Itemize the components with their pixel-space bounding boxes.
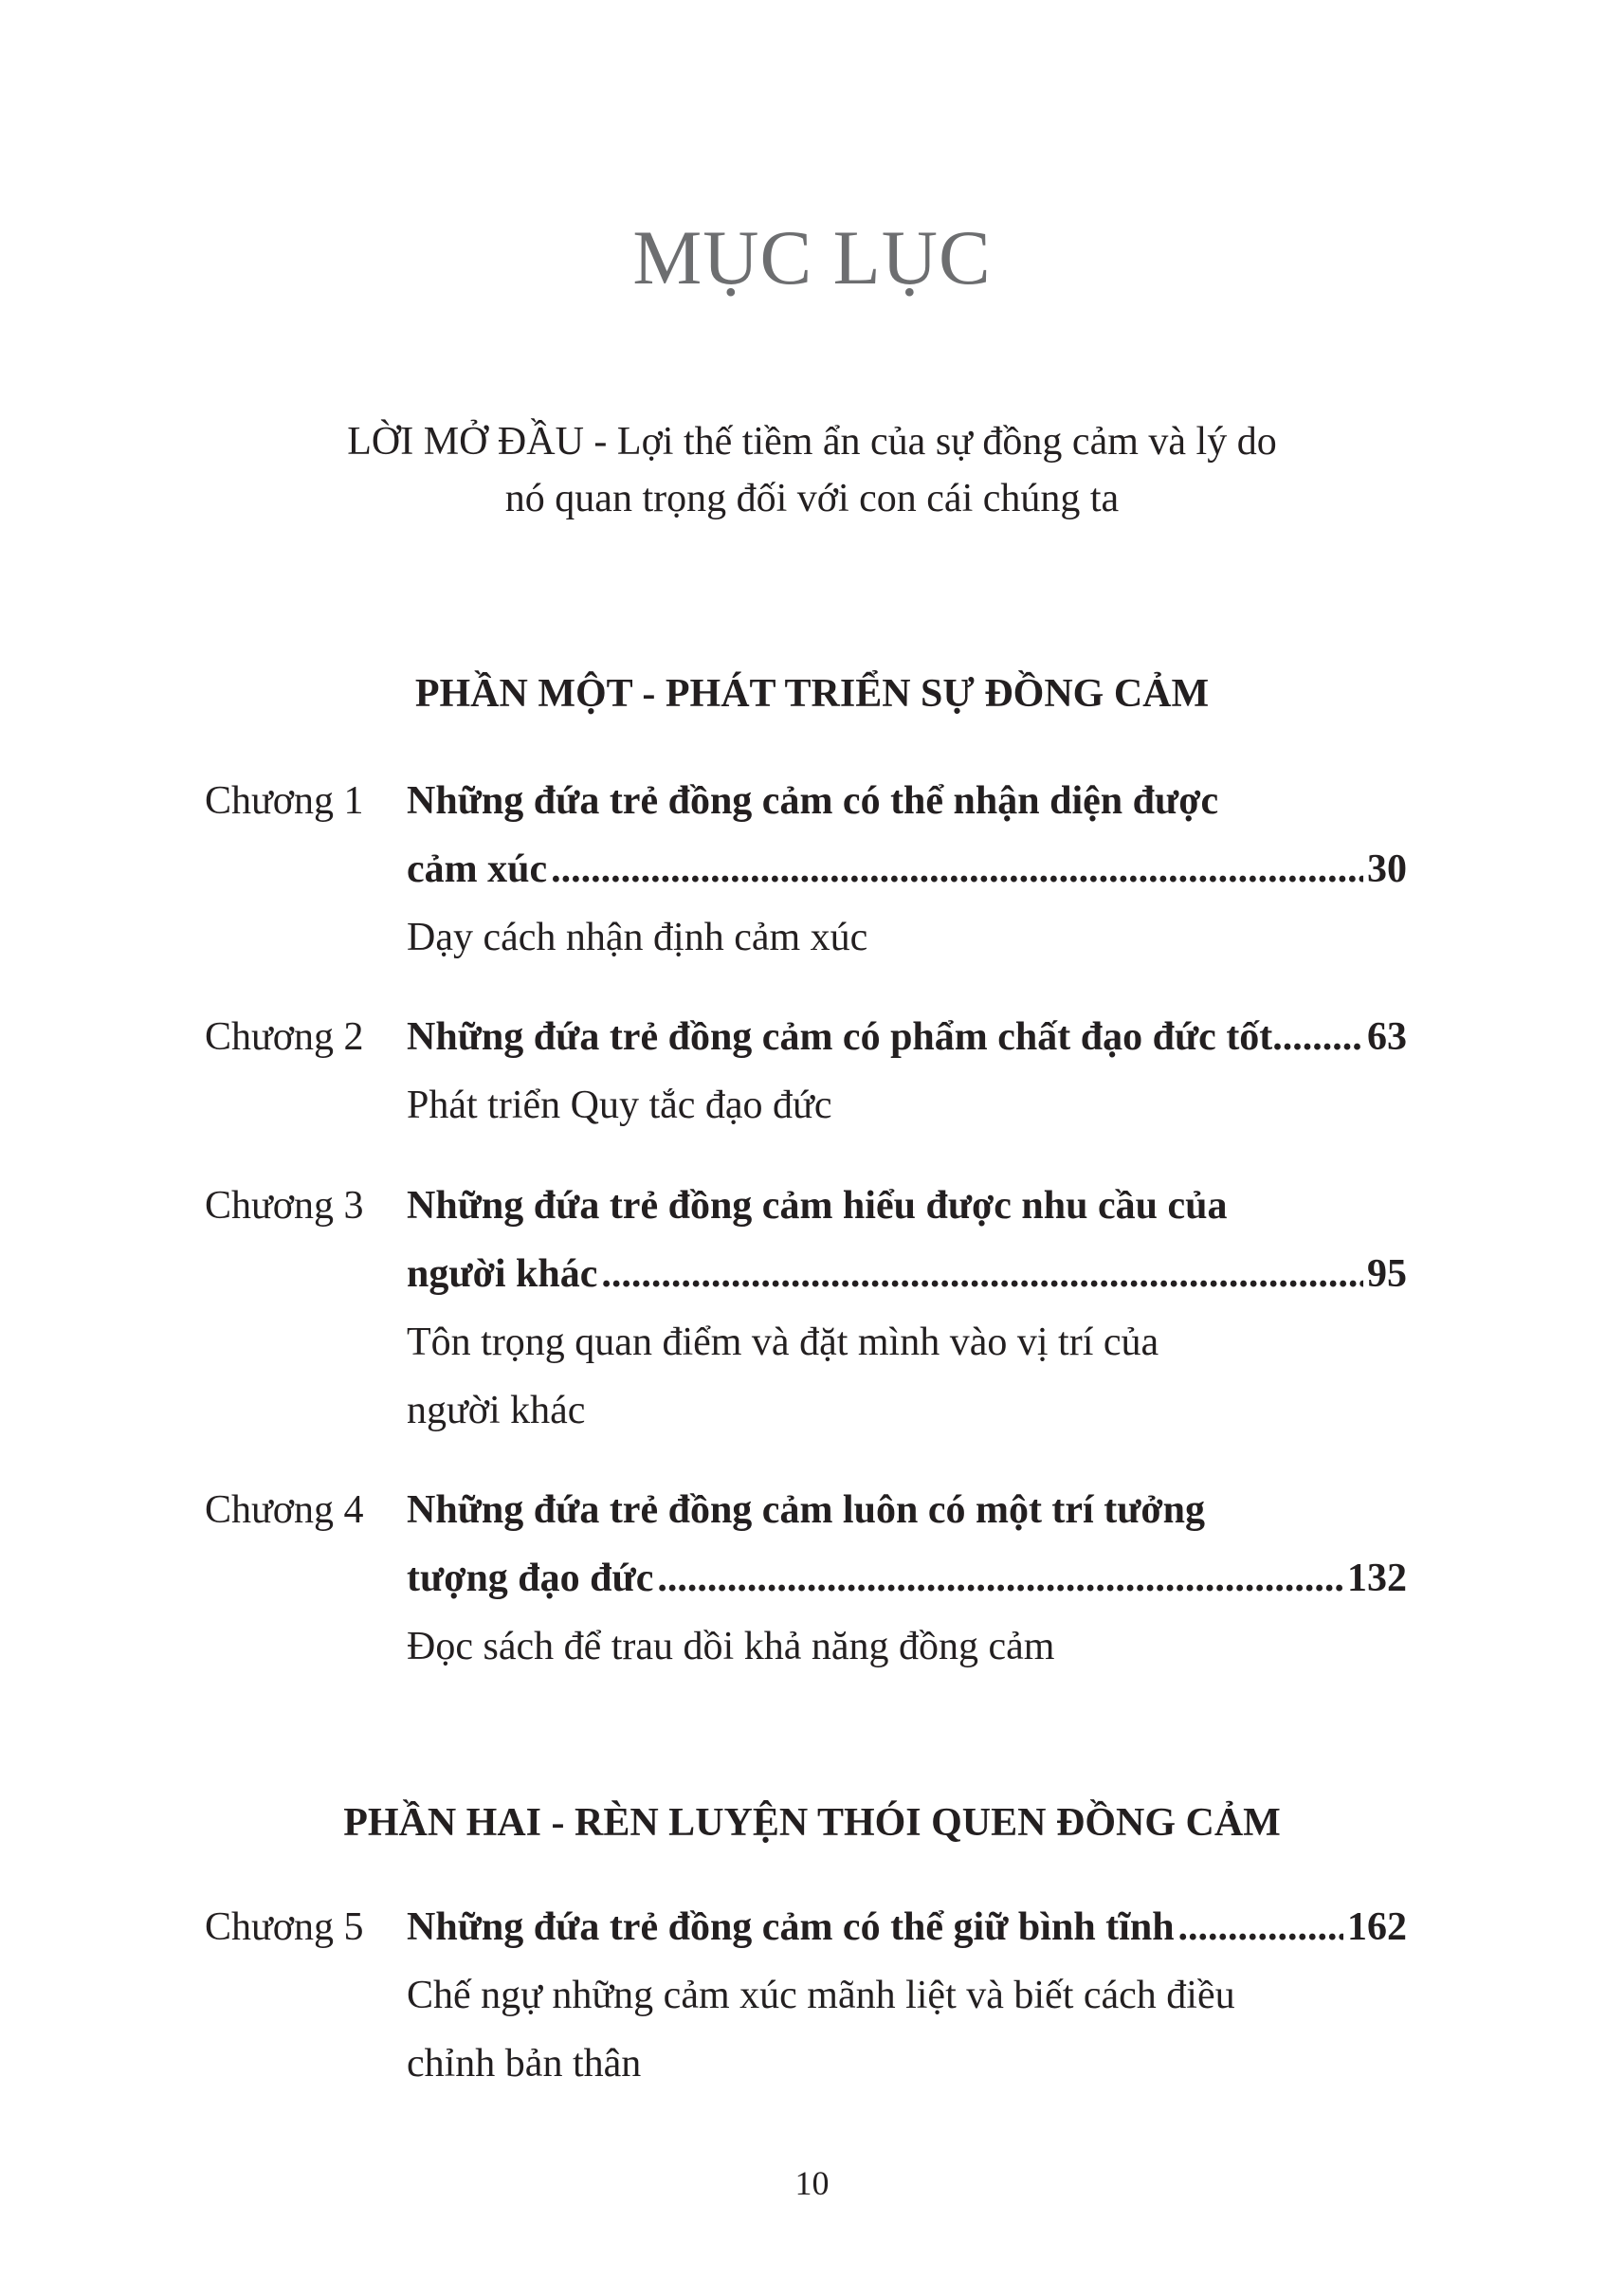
chapter-2-page: 63 [1367, 1015, 1407, 1059]
chapter-5-leader-dots [1178, 1899, 1343, 1956]
chapter-2-subtitle: Phát triển Quy tắc đạo đức [407, 1084, 832, 1127]
chapter-5-subtitle-line-2: chỉnh bản thân [407, 2042, 642, 2086]
chapter-4-leader-dots [657, 1550, 1343, 1607]
chapter-1-title-line-2 [407, 841, 1407, 898]
chapter-3-label: Chương 3 [205, 1184, 364, 1228]
chapter-1-leader-dots [551, 841, 1363, 898]
chapter-5-subtitle-line-1: Chế ngự những cảm xúc mãnh liệt và biết cách điều [407, 1974, 1235, 2017]
chapter-2-title-line-1 [407, 1009, 1407, 1066]
chapter-3-title-end: người khác [407, 1252, 598, 1296]
chapter-2-leader-dots [1272, 1009, 1363, 1066]
part-one-heading: PHẦN MỘT - PHÁT TRIỂN SỰ ĐỒNG CẢM [414, 672, 1210, 716]
chapter-2-label: Chương 2 [205, 1015, 364, 1059]
page-number: 10 [794, 2164, 830, 2202]
chapter-1-page: 30 [1367, 847, 1407, 891]
chapter-5-title: Những đứa trẻ đồng cảm có thể giữ bình tĩnh [407, 1905, 1175, 1949]
page-title: MỤC LỤC [632, 214, 992, 301]
chapter-5-page: 162 [1347, 1905, 1407, 1949]
chapter-1-title-end: cảm xúc [407, 847, 548, 891]
intro-line-1: LỜI MỞ ĐẦU - Lợi thế tiềm ẩn của sự đồng cảm và lý do [347, 420, 1277, 464]
part-two-heading: PHẦN HAI - RÈN LUYỆN THÓI QUEN ĐỒNG CẢM [343, 1801, 1281, 1845]
chapter-3-subtitle-line-2: người khác [407, 1389, 586, 1432]
chapter-4-subtitle: Đọc sách để trau dồi khả năng đồng cảm [407, 1625, 1055, 1668]
intro-line-2: nó quan trọng đối với con cái chúng ta [504, 477, 1120, 520]
chapter-5-label: Chương 5 [205, 1905, 364, 1949]
chapter-1-label: Chương 1 [205, 779, 364, 823]
chapter-4-title-end: tượng đạo đức [407, 1557, 654, 1600]
chapter-3-title-line-1: Những đứa trẻ đồng cảm hiểu được nhu cầu của [407, 1184, 1228, 1228]
chapter-4-page: 132 [1347, 1557, 1407, 1600]
chapter-4-title-line-1: Những đứa trẻ đồng cảm luôn có một trí tưởng [407, 1488, 1206, 1532]
chapter-1-subtitle: Dạy cách nhận định cảm xúc [407, 916, 868, 959]
chapter-1-title-line-1: Những đứa trẻ đồng cảm có thể nhận diện được [407, 779, 1219, 823]
intro-entry [0, 413, 1624, 527]
chapter-2-title: Những đứa trẻ đồng cảm có phẩm chất đạo đức tốt [407, 1015, 1273, 1059]
chapter-3-title-line-2 [407, 1246, 1407, 1302]
chapter-4-title-line-2 [407, 1550, 1407, 1607]
chapter-5-title-line-1 [407, 1899, 1407, 1956]
chapter-3-leader-dots [601, 1246, 1363, 1302]
chapter-3-subtitle-line-1: Tôn trọng quan điểm và đặt mình vào vị trí của [407, 1321, 1159, 1364]
chapter-3-page: 95 [1367, 1252, 1407, 1296]
chapter-4-label: Chương 4 [205, 1488, 364, 1532]
